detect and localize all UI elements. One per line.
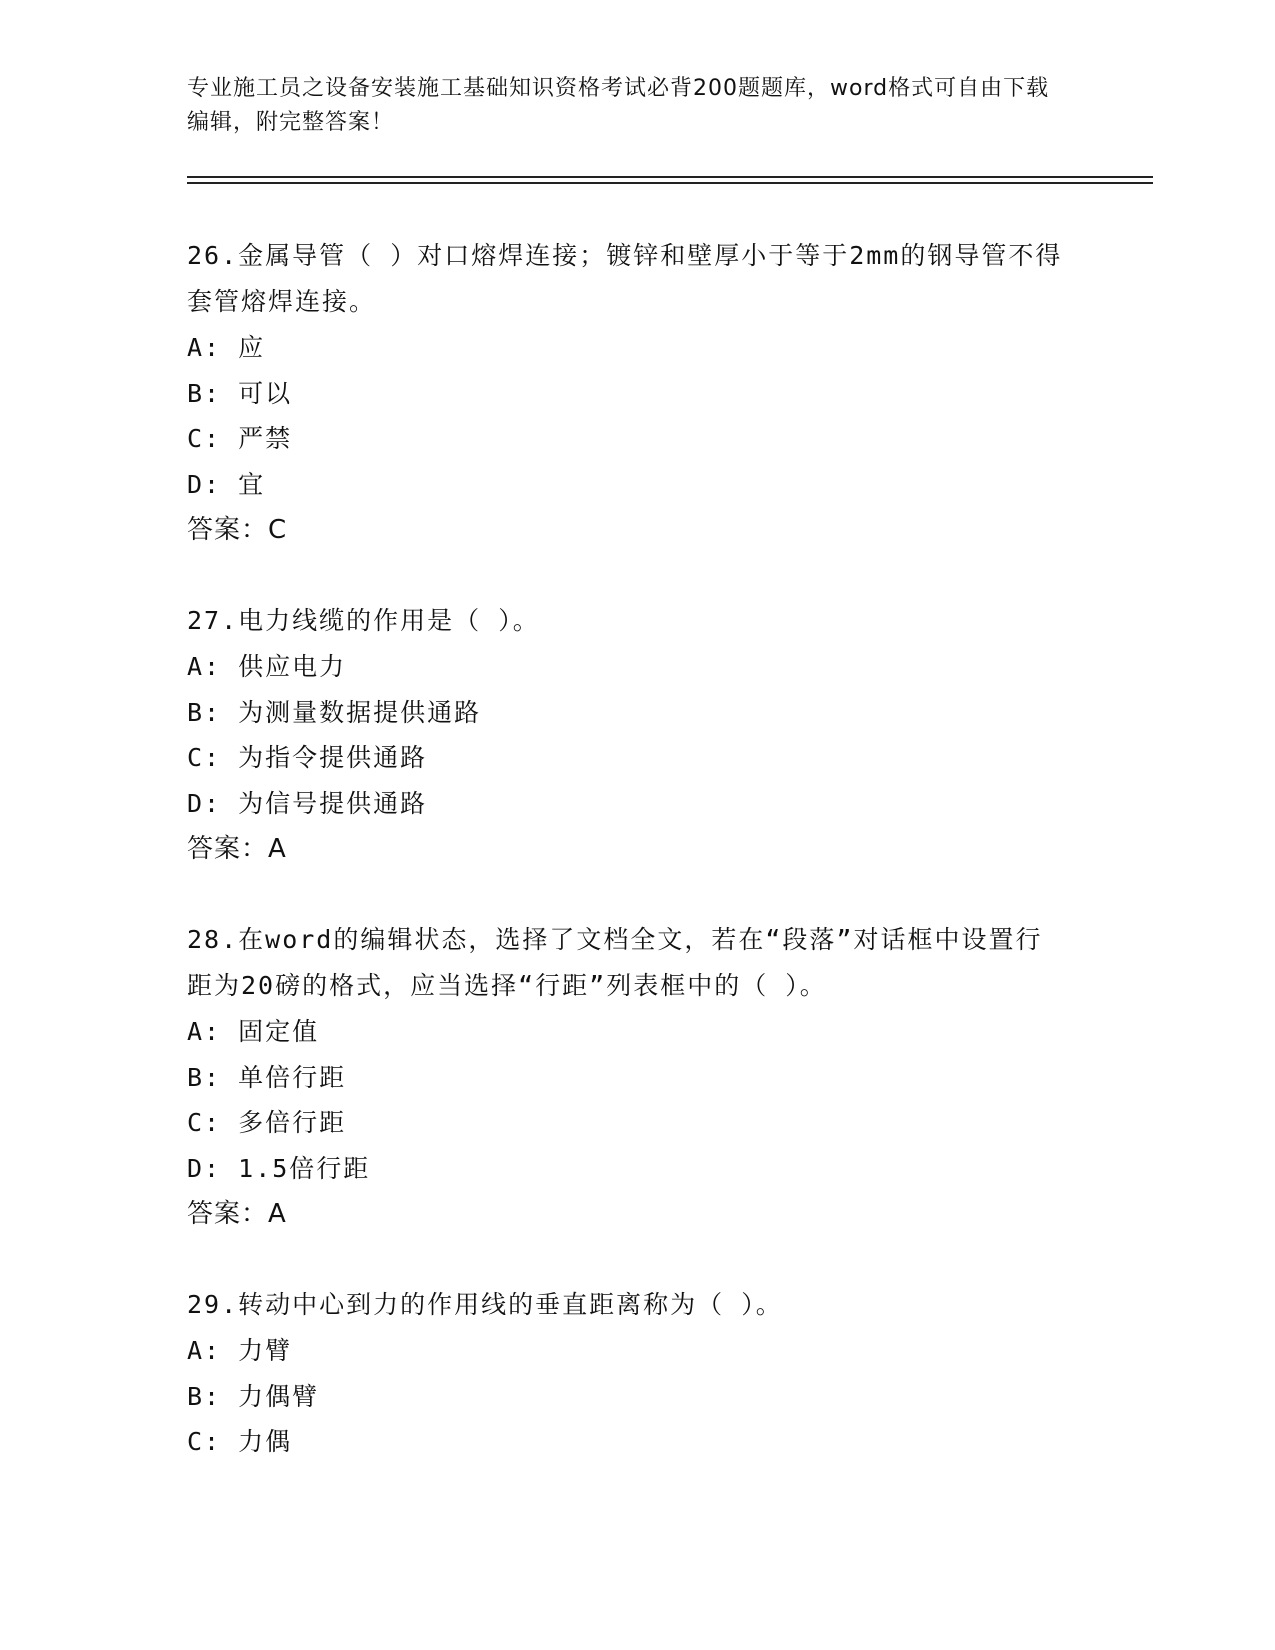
question-stem: 28.在word的编辑状态，选择了文档全文，若在“段落”对话框中设置行距为20磅的格式，应当选择“行距”列表框中的（ ）。 [187, 925, 1043, 1000]
question-stem: 29.转动中心到力的作用线的垂直距离称为（ ）。 [187, 1290, 783, 1319]
option-c: C: 严禁 [187, 424, 293, 453]
header-divider-bottom [187, 182, 1153, 184]
question-list [187, 233, 1067, 1510]
document-header: 专业施工员之设备安装施工基础知识资格考试必背200题题库，word格式可自由下载编辑，附完整答案！ [187, 76, 1050, 135]
option-d: D: 宜 [187, 469, 266, 499]
option-b: B: 力偶臂 [187, 1381, 320, 1411]
answer-label: 答案：A [187, 1199, 287, 1229]
question-28 [187, 917, 1067, 1237]
option-c: C: 力偶 [187, 1427, 293, 1456]
option-b: B: 为测量数据提供通路 [187, 697, 482, 727]
option-a: A: 力臂 [187, 1336, 293, 1365]
option-a: A: 固定值 [187, 1017, 320, 1046]
question-stem: 26.金属导管（ ）对口熔焊连接；镀锌和壁厚小于等于2mm的钢导管不得套管熔焊连接。 [187, 241, 1063, 316]
question-29 [187, 1282, 1067, 1465]
option-d: D: 1.5倍行距 [187, 1153, 371, 1183]
option-c: C: 多倍行距 [187, 1108, 347, 1137]
header-divider-top [187, 176, 1153, 178]
question-26 [187, 233, 1067, 553]
answer-label: 答案：A [187, 834, 287, 864]
option-a: A: 应 [187, 333, 266, 362]
question-27 [187, 598, 1067, 872]
option-b: B: 单倍行距 [187, 1062, 347, 1092]
question-stem: 27.电力线缆的作用是（ ）。 [187, 606, 540, 635]
answer-label: 答案：C [187, 515, 288, 545]
option-d: D: 为信号提供通路 [187, 788, 428, 818]
option-c: C: 为指令提供通路 [187, 743, 428, 772]
option-a: A: 供应电力 [187, 652, 347, 681]
option-b: B: 可以 [187, 378, 293, 408]
